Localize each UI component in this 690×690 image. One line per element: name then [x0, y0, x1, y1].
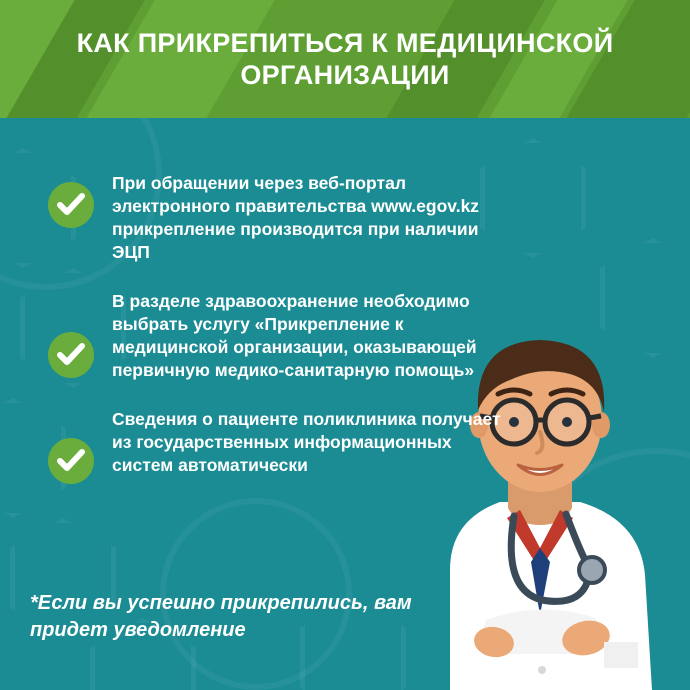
- check-icon: [48, 182, 94, 228]
- step-text: Сведения о пациенте поликлиника получает из государственных информационных систем автоматически: [112, 409, 501, 475]
- list-item: [48, 288, 518, 382]
- step-text: При обращении через веб-портал электронного правительства www.egov.kz прикрепление производится при наличии ЭЦП: [112, 173, 480, 262]
- list-item: [48, 406, 518, 484]
- list-item: [48, 170, 518, 264]
- footnote-text: *Если вы успешно прикрепились, вам придет уведомление: [30, 592, 412, 641]
- poster-header: [0, 0, 690, 118]
- check-icon: [48, 332, 94, 378]
- steps-list: [48, 170, 518, 508]
- step-text: В разделе здравоохранение необходимо выбрать услугу «Прикрепление к медицинской организации, оказывающей первичную медико-санитарную помощь»: [112, 291, 477, 380]
- check-icon: [48, 438, 94, 484]
- page-title: КАК ПРИКРЕПИТЬСЯ К МЕДИЦИНСКОЙ ОРГАНИЗАЦИИ: [76, 28, 614, 90]
